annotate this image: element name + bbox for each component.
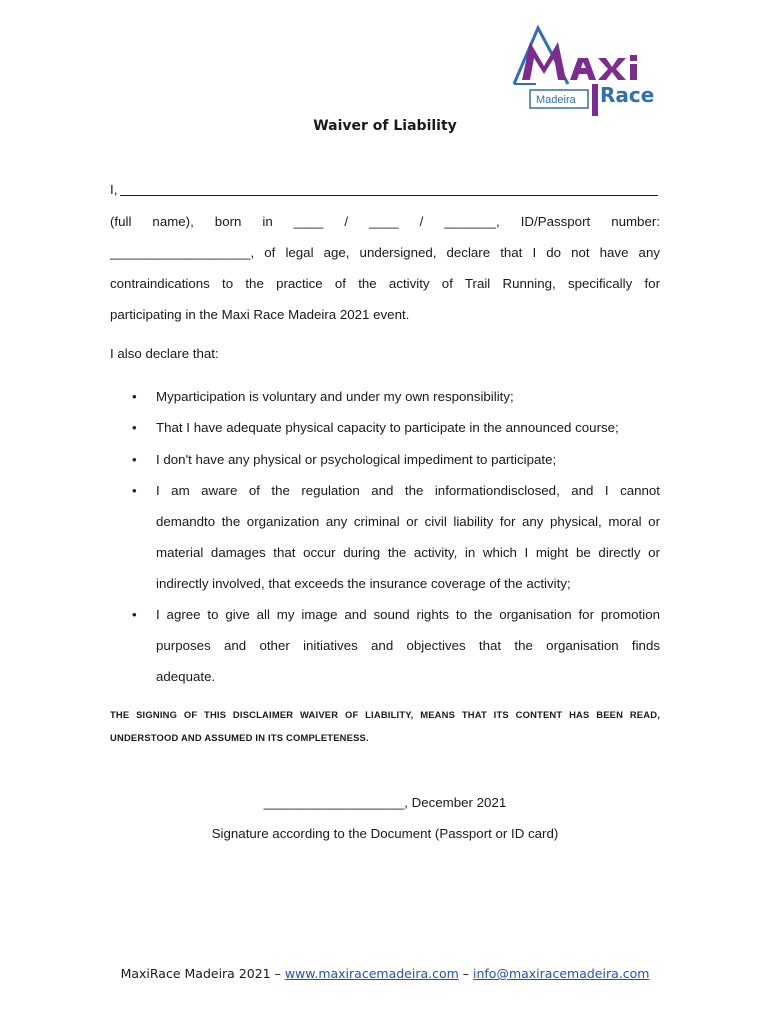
- list-item-text: adequate.: [156, 669, 216, 684]
- name-label: name),: [152, 214, 194, 229]
- slash-1: /: [344, 214, 349, 229]
- name-line: [110, 182, 117, 197]
- bullet-icon: •: [132, 483, 137, 498]
- month-blank: ____: [369, 214, 399, 229]
- footer: [0, 966, 770, 981]
- disclaimer-line-1: THE SIGNING OF THIS DISCLAIMER WAIVER OF LIABILITY, MEANS THAT ITS CONTENT HAS BEEN READ,: [110, 709, 660, 720]
- logo-race-text: Race: [600, 83, 655, 107]
- number-label: number:: [611, 214, 660, 229]
- bullet-icon: •: [132, 420, 137, 435]
- declaration-line-3: participating in the Maxi Race Madeira 2021 event.: [110, 307, 410, 322]
- list-item-text: I don't have any physical or psychological impediment to participate;: [156, 452, 557, 467]
- born-label: born: [214, 214, 242, 229]
- footer-separator: –: [458, 966, 473, 981]
- bullet-icon: •: [132, 452, 137, 467]
- name-prefix: I,: [110, 182, 118, 197]
- list-item-text: material damages that occur during the activity, in which I might be directly or: [156, 545, 660, 560]
- year-blank: _______,: [444, 214, 500, 229]
- slash-2: /: [419, 214, 424, 229]
- in-label: in: [262, 214, 273, 229]
- maxirace-logo: [508, 22, 658, 122]
- list-item-text: indirectly involved, that exceeds the insurance coverage of the activity;: [156, 576, 571, 591]
- list-item-text: demandto the organization any criminal or civil liability for any physical, moral or: [156, 514, 660, 529]
- signature-line: Signature according to the Document (Passport or ID card): [211, 826, 559, 841]
- email-link[interactable]: info@maxiracemadeira.com: [473, 966, 650, 981]
- disclaimer-line-2: UNDERSTOOD AND ASSUMED IN ITS COMPLETENESS.: [110, 732, 369, 743]
- list-item-text: purposes and other initiatives and objectives that the organisation finds: [156, 638, 660, 653]
- document-title: Waiver of Liability: [313, 118, 457, 134]
- list-item-text: I agree to give all my image and sound rights to the organisation for promotion: [156, 607, 660, 622]
- logo-madeira-text: Madeira: [536, 94, 576, 106]
- name-blank: [120, 195, 658, 196]
- full-name-label: (full: [110, 214, 132, 229]
- day-blank: ____: [293, 214, 324, 229]
- also-declare: I also declare that:: [110, 346, 219, 361]
- list-item-text: I am aware of the regulation and the informationdisclosed, and I cannot: [156, 483, 660, 498]
- list-item-text: That I have adequate physical capacity to participate in the announced course;: [156, 420, 619, 435]
- bullet-icon: •: [132, 607, 137, 622]
- id-passport-label: ID/Passport: [520, 214, 591, 229]
- list-item-text: Myparticipation is voluntary and under my own responsibility;: [156, 389, 514, 404]
- footer-prefix: MaxiRace Madeira 2021 –: [120, 966, 285, 981]
- bullet-icon: •: [132, 389, 137, 404]
- website-link[interactable]: www.maxiracemadeira.com: [284, 966, 459, 981]
- birth-id-line: [110, 214, 660, 229]
- declaration-line-2: contraindications to the practice of the activity of Trail Running, specifically for: [110, 276, 660, 291]
- date-line: ___________________, December 2021: [263, 795, 507, 810]
- declaration-line-1: ___________________, of legal age, undersigned, declare that I do not have any: [110, 245, 660, 260]
